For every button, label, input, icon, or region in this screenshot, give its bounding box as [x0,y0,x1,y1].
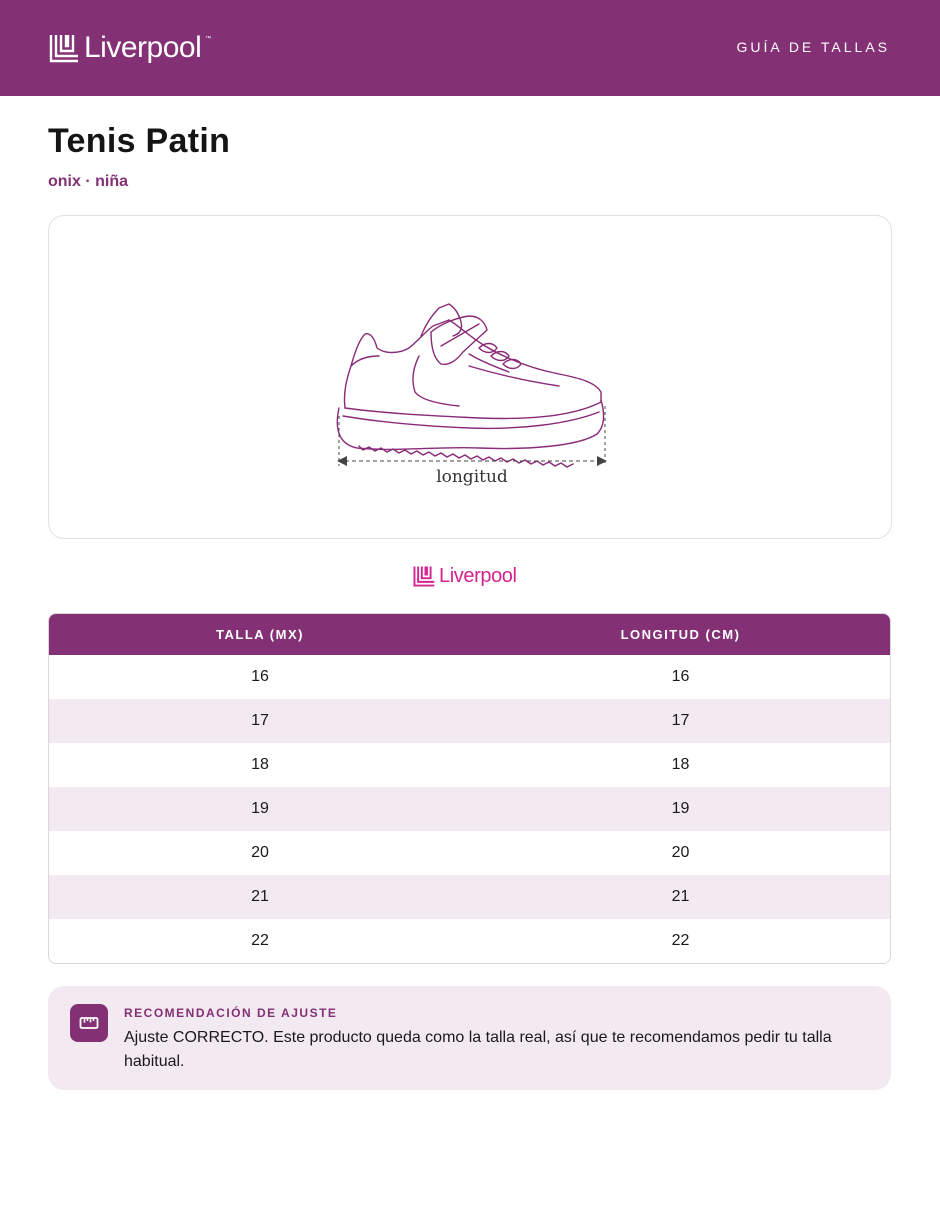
liverpool-logo[interactable] [48,30,211,66]
length-cell: 16 [671,668,690,685]
length-cell: 18 [671,756,690,773]
measure-label: longitud [436,467,508,487]
product-illustration-card [48,215,892,539]
column-header-length: LONGITUD (CM) [471,614,890,655]
size-cell: 16 [251,668,269,685]
table-row [49,919,890,963]
size-cell: 21 [49,875,471,919]
liverpool-brand-mark [412,562,517,590]
product-title: Tenis Patin [48,122,231,160]
fit-text: Ajuste CORRECTO. Este producto queda como la talla real, así que te recomendamos pedir tu talla habitual. [124,1029,832,1070]
brand-name: Liverpool [84,31,202,64]
sneaker-measure-illustration [329,296,619,496]
table-row [49,831,890,875]
table-header-row [49,614,890,655]
column-header-size: TALLA (MX) [49,614,471,655]
table-row [49,787,890,831]
size-cell: 20 [251,844,269,861]
brand-trademark: ™ [205,36,212,42]
fit-recommendation [48,986,891,1090]
length-cell: 22 [671,932,690,949]
length-cell: 19 [471,787,890,831]
ruler-icon [70,1004,108,1042]
page-header [0,0,940,96]
size-guide-link[interactable]: GUÍA DE TALLAS [736,39,890,55]
length-cell: 20 [671,844,690,861]
product-subtitle: onix · niña [48,173,128,190]
table-row [49,875,890,919]
liverpool-logo-icon [48,33,80,63]
brand-mark-name: Liverpool [439,564,517,587]
liverpool-logo-icon [412,565,436,587]
size-cell: 17 [49,699,471,743]
fit-label: RECOMENDACIÓN DE AJUSTE [124,1006,338,1020]
size-cell: 18 [251,756,269,773]
table-row [49,743,890,787]
table-row [49,655,890,699]
length-cell: 21 [471,875,890,919]
size-cell: 19 [49,787,471,831]
size-cell: 22 [251,932,269,949]
size-table [48,613,891,964]
table-row [49,699,890,743]
length-cell: 17 [471,699,890,743]
